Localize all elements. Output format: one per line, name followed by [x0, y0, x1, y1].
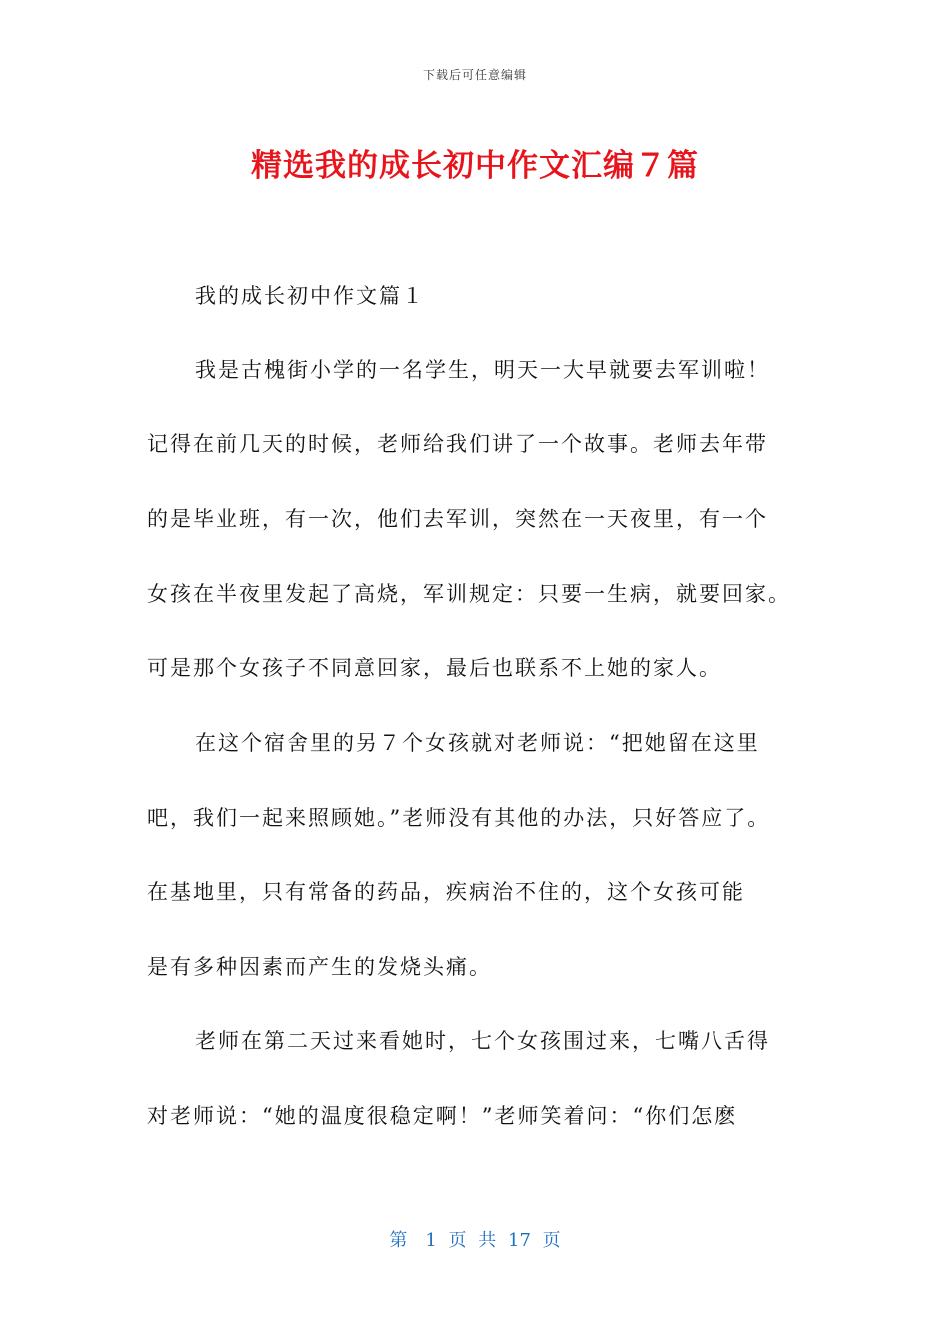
section-heading: 我的成长初中作文篇１: [195, 284, 425, 308]
paragraph-line: 的是毕业班，有一次，他们去军训，突然在一天夜里，有一个: [147, 507, 768, 531]
paragraph-line: 记得在前几天的时候，老师给我们讲了一个故事。老师去年带: [147, 432, 768, 456]
paragraph-line: 我是古槐街小学的一名学生，明天一大早就要去军训啦！: [195, 358, 770, 382]
header-note: 下载后可任意编辑: [422, 68, 527, 82]
page-number: 第 1 页 共 17 页: [389, 1230, 561, 1251]
paragraph-line: 女孩在半夜里发起了高烧，军训规定：只要一生病，就要回家。: [147, 582, 791, 606]
paragraph-line: 老师在第二天过来看她时，七个女孩围过来，七嘴八舌得: [195, 1029, 770, 1053]
paragraph-line: 对老师说：“她的温度很稳定啊！”老师笑着问：“你们怎麽: [147, 1104, 738, 1128]
paragraph-line: 可是那个女孩子不同意回家，最后也联系不上她的家人。: [147, 656, 722, 680]
paragraph-line: 在这个宿舍里的另７个女孩就对老师说：“把她留在这里: [195, 731, 760, 755]
paragraph-line: 是有多种因素而产生的发烧头痛。: [147, 955, 492, 979]
paragraph-line: 在基地里，只有常备的药品，疾病治不住的，这个女孩可能: [147, 880, 745, 904]
paragraph-line: 吧，我们一起来照顾她。”老师没有其他的办法，只好答应了。: [147, 806, 771, 830]
document-title: 精选我的成长初中作文汇编７篇: [251, 148, 699, 184]
